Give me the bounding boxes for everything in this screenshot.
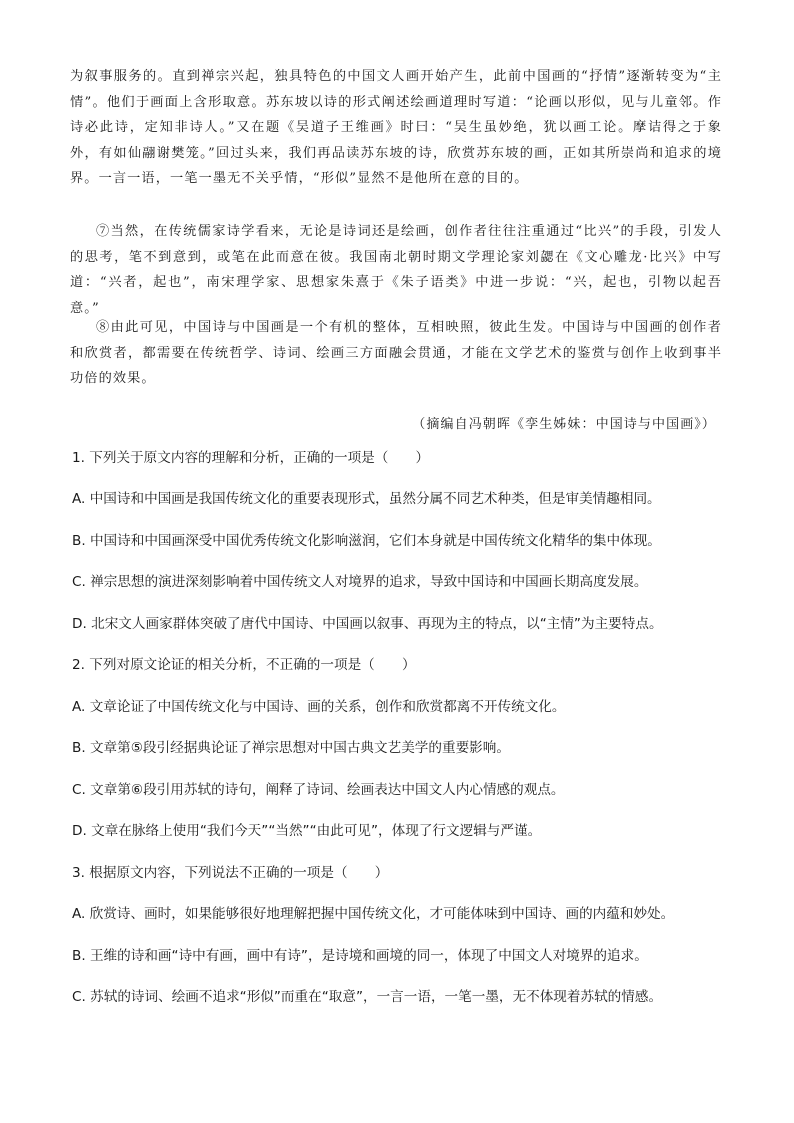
question-1-option-b: B. 中国诗和中国画深受中国优秀传统文化影响滋润，它们本身就是中国传统文化精华的集中体现。 <box>72 533 661 549</box>
passage-paragraph-7: ⑦当然，在传统儒家诗学看来，无论是诗词还是绘画，创作者往往注重通过“比兴”的手段，引发人的思考，笔不到意到，或笔在此而意在彼。我国南北朝时期文学理论家刘勰在《文心雕龙·比兴》中写道：“兴者，起也”，南宋理学家、思想家朱熹于《朱子语类》中进一步说：“兴，起也，引物以起吾意。” <box>70 224 722 316</box>
question-2-option-b: B. 文章第⑤段引经据典论证了禅宗思想对中国古典文艺美学的重要影响。 <box>72 740 510 756</box>
question-1-option-a: A. 中国诗和中国画是我国传统文化的重要表现形式，虽然分属不同艺术种类，但是审美情趣相同。 <box>72 491 661 507</box>
question-2-option-a: A. 文章论证了中国传统文化与中国诗、画的关系，创作和欣赏都离不开传统文化。 <box>72 699 566 715</box>
passage-source-citation: （摘编自冯朝晖《孪生姊妹：中国诗与中国画》） <box>412 417 716 432</box>
question-3-option-a: A. 欣赏诗、画时，如果能够很好地理解把握中国传统文化，才可能体味到中国诗、画的内蕴和妙处。 <box>72 906 675 922</box>
question-1-stem: 1. 下列关于原文内容的理解和分析，正确的一项是（ ） <box>72 450 430 466</box>
passage-paragraph-6-tail: 为叙事服务的。直到禅宗兴起，独具特色的中国文人画开始产生，此前中国画的“抒情”逐渐转变为“主情”。他们于画面上含形取意。苏东坡以诗的形式阐述绘画道理时写道：“论画以形似，见与儿童邻。作诗必此诗，定知非诗人。”又在题《吴道子王维画》时曰：“吴生虽妙绝，犹以画工论。摩诘得之于象外，有如仙翮谢樊笼。”回过头来，我们再品读苏东坡的诗，欣赏苏东坡的画，正如其所崇尚和追求的境界。一言一语，一笔一墨无不关乎情，“形似”显然不是他所在意的目的。 <box>70 69 722 186</box>
passage-paragraph-8: ⑧由此可见，中国诗与中国画是一个有机的整体，互相映照，彼此生发。中国诗与中国画的创作者和欣赏者，都需要在传统哲学、诗词、绘画三方面融会贯通，才能在文学艺术的鉴赏与创作上收到事半功倍的效果。 <box>70 320 722 386</box>
question-2-stem: 2. 下列对原文论证的相关分析，不正确的一项是（ ） <box>72 657 416 673</box>
question-1-option-d: D. 北宋文人画家群体突破了唐代中国诗、中国画以叙事、再现为主的特点，以“主情”为主要特点。 <box>72 616 663 632</box>
question-2-option-c: C. 文章第⑥段引用苏轼的诗句，阐释了诗词、绘画表达中国文人内心情感的观点。 <box>72 782 565 798</box>
question-3-option-b: B. 王维的诗和画“诗中有画，画中有诗”，是诗境和画境的同一，体现了中国文人对境界的追求。 <box>72 948 648 964</box>
question-3-stem: 3. 根据原文内容，下列说法不正确的一项是（ ） <box>72 865 389 881</box>
question-3-option-c: C. 苏轼的诗词、绘画不追求“形似”而重在“取意”，一言一语，一笔一墨，无不体现着苏轼的情感。 <box>72 989 663 1005</box>
question-1-option-c: C. 禅宗思想的演进深刻影响着中国传统文人对境界的追求，导致中国诗和中国画长期高度发展。 <box>72 574 648 590</box>
question-2-option-d: D. 文章在脉络上使用“我们今天”“当然”“由此可见”，体现了行文逻辑与严谨。 <box>72 823 542 839</box>
